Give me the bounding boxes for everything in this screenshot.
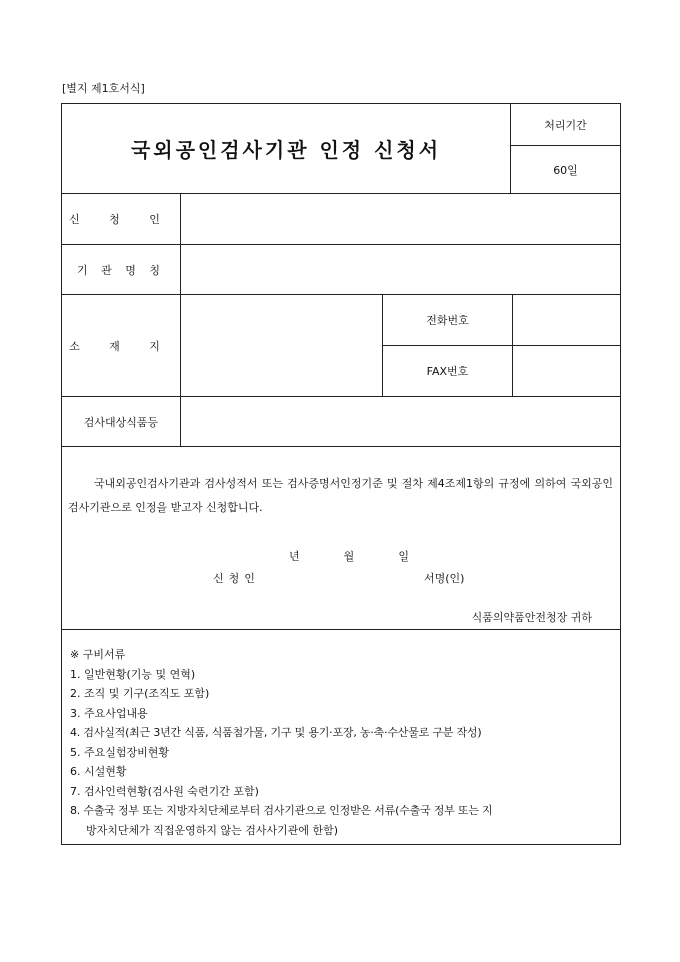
doc-item: 1. 일반현황(기능 및 연혁) <box>70 667 196 681</box>
form-number: [별지 제1호서식] <box>62 82 145 95</box>
location-field[interactable] <box>181 295 382 396</box>
doc-item: 4. 검사실적(최근 3년간 식품, 식품첨가물, 기구 및 용기·포장, 농·축·수산물로 구분 작성) <box>70 726 482 739</box>
agency-name-label: 기 관 명 칭 <box>77 263 165 277</box>
phone-label: 전화번호 <box>426 314 469 327</box>
divider <box>62 629 620 630</box>
processing-period-label: 처리기간 <box>544 118 587 132</box>
location-label: 소 재 지 <box>69 339 173 353</box>
applicant-field[interactable] <box>181 194 620 244</box>
signature-label: 서명(인) <box>424 572 465 585</box>
doc-item: 6. 시설현황 <box>70 765 127 778</box>
fax-field[interactable] <box>513 346 620 396</box>
day-label: 일 <box>398 550 409 563</box>
doc-item: 3. 주요사업내용 <box>70 706 148 720</box>
divider <box>62 446 620 447</box>
doc-item: 8. 수출국 정부 또는 지방자치단체로부터 검사기관으로 인정받은 서류(수출국 정부 또는 지 <box>70 804 493 817</box>
applicant-signature-label: 신청인 <box>213 572 260 585</box>
recipient: 식품의약품안전청장 귀하 <box>471 611 592 624</box>
doc-item: 5. 주요실험장비현황 <box>70 745 169 759</box>
processing-period-value: 60일 <box>553 163 578 177</box>
doc-item: 7. 검사인력현황(검사원 숙련기간 포함) <box>70 784 259 798</box>
form-title: 국외공인검사기관 인정 신청서 <box>130 138 442 162</box>
year-label: 년 <box>289 550 300 563</box>
declaration-text: 국내외공인검사기관과 검사성적서 또는 검사증명서인정기준 및 절차 제4조제1항의 규정에 의하여 국외공인검사기관으로 인정을 받고자 신청합니다. <box>68 477 613 514</box>
required-docs-header: ※ 구비서류 <box>70 648 126 661</box>
phone-field[interactable] <box>513 295 620 345</box>
required-documents <box>70 645 618 840</box>
agency-name-field[interactable] <box>181 245 620 294</box>
fax-label: FAX번호 <box>426 365 469 378</box>
application-form <box>61 103 621 845</box>
month-label: 월 <box>343 550 355 563</box>
date-line <box>289 548 409 564</box>
target-foods-field[interactable] <box>181 397 620 446</box>
target-foods-label: 검사대상식품등 <box>83 415 159 429</box>
doc-item: 2. 조직 및 기구(조직도 포함) <box>70 687 210 700</box>
doc-item-continuation: 방자치단체가 직접운영하지 않는 검사사기관에 한함) <box>86 823 339 837</box>
applicant-label: 신 청 인 <box>69 213 173 226</box>
